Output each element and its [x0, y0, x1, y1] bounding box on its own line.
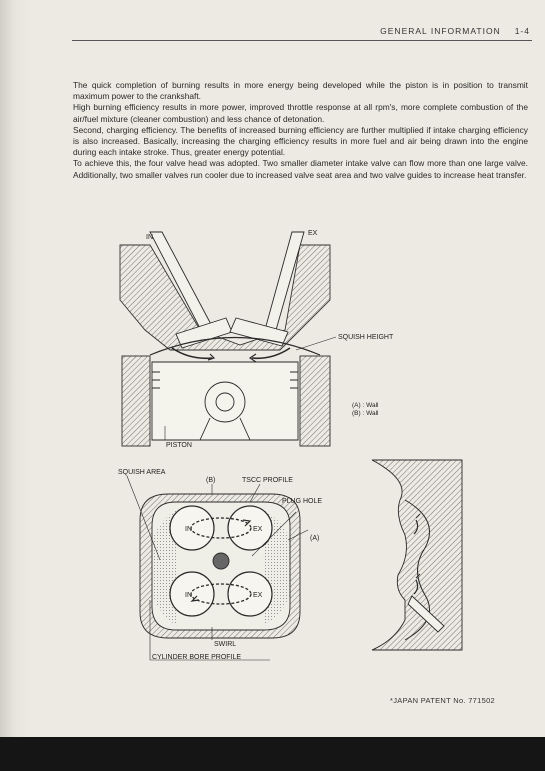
label-b: (B) [206, 477, 216, 484]
legend-b: (B) : Wall [352, 410, 379, 417]
label-ex-2: EX [253, 592, 263, 599]
paragraph-1: The quick completion of burning results in more energy being developed while the piston is in position to transmit maximum power to the crankshaft. [73, 80, 528, 102]
legend-a: (A) : Wall [352, 402, 379, 409]
label-ex-top: EX [308, 230, 318, 237]
label-in-1: IN [185, 526, 192, 533]
label-tscc-profile: TSCC PROFILE [242, 477, 293, 484]
paragraph-4: To achieve this, the four valve head was adopted. Two smaller diameter intake valve can flow more than one large valve. Additionally, two smaller valves run cooler due to increased valve seat area and two valve guides to increase heat transfer. [73, 158, 528, 180]
cross-section-diagram [120, 232, 336, 446]
page-number: 1-4 [514, 26, 530, 36]
label-plug-hole: PLUG HOLE [282, 498, 323, 505]
patent-footnote: *JAPAN PATENT No. 771502 [390, 696, 496, 705]
side-section-diagram [372, 460, 462, 650]
section-title: GENERAL INFORMATION [380, 26, 501, 36]
scan-border [0, 737, 545, 771]
label-squish-area: SQUISH AREA [118, 469, 166, 476]
label-a: (A) [310, 535, 320, 542]
label-cylinder-bore-profile: CYLINDER BORE PROFILE [152, 654, 242, 661]
label-squish-height: SQUISH HEIGHT [338, 334, 394, 341]
paragraph-2: High burning efficiency results in more power, improved throttle response at all rpm's, more complete combustion of the air/fuel mixture (cleaner combustion) and less chance of detonation. [73, 102, 528, 124]
label-in-top: IN [146, 234, 153, 241]
paragraph-3: Second, charging efficiency. The benefits of increased burning efficiency are further multiplied if intake charging efficiency is also increased. Basically, increasing the charging efficiency results in more fuel and air being drawn into the engine during each intake stroke. Thus, greater energy potential. [73, 124, 528, 158]
label-piston: PISTON [166, 442, 192, 449]
plan-view-diagram [127, 476, 308, 660]
label-in-2: IN [185, 592, 192, 599]
label-ex-1: EX [253, 526, 263, 533]
label-swirl: SWIRL [214, 641, 237, 648]
